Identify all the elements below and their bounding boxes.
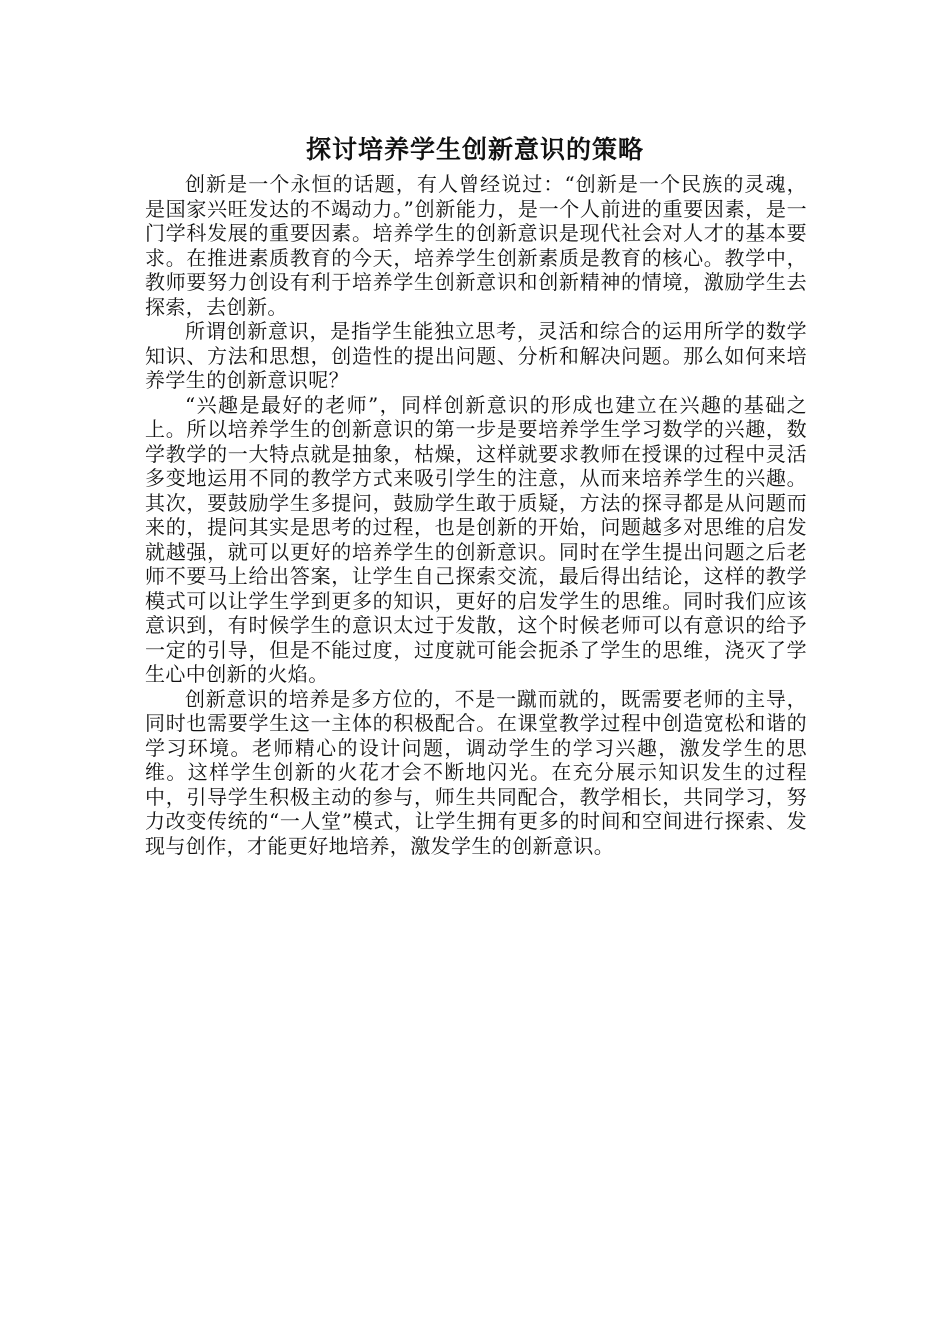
paragraph-3: “兴趣是最好的老师”，同样创新意识的形成也建立在兴趣的基础之上。所以培养学生的创新意识的第一步是要培养学生学习数学的兴趣，数学教学的一大特点就是抽象，枯燥，这样就要求教师在授课的过程中灵活多变地运用不同的教学方式来吸引学生的注意，从而来培养学生的兴趣。其次，要鼓励学生多提问，鼓励学生敢于质疑，方法的探寻都是从问题而来的，提问其实是思考的过程，也是创新的开始，问题越多对思维的启发就越强，就可以更好的培养学生的创新意识。同时在学生提出问题之后老师不要马上给出答案，让学生自己探索交流，最后得出结论，这样的教学模式可以让学生学到更多的知识，更好的启发学生的思维。同时我们应该意识到，有时候学生的意识太过于发散，这个时候老师可以有意识的给予一定的引导，但是不能过度，过度就可能会扼杀了学生的思维，浇灭了学生心中创新的火焰。 <box>145 392 807 686</box>
document-body <box>145 172 807 858</box>
document-title: 探讨培养学生创新意识的策略 <box>305 135 644 164</box>
paragraph-2: 所谓创新意识，是指学生能独立思考，灵活和综合的运用所学的数学知识、方法和思想，创造性的提出问题、分析和解决问题。那么如何来培养学生的创新意识呢？ <box>145 319 807 392</box>
paragraph-1: 创新是一个永恒的话题，有人曾经说过：“创新是一个民族的灵魂，是国家兴旺发达的不竭动力。”创新能力，是一个人前进的重要因素，是一门学科发展的重要因素。培养学生的创新意识是现代社会对人才的基本要求。在推进素质教育的今天，培养学生创新素质是教育的核心。教学中，教师要努力创设有利于培养学生创新意识和创新精神的情境，激励学生去探索，去创新。 <box>145 172 807 319</box>
paragraph-4: 创新意识的培养是多方位的，不是一蹴而就的，既需要老师的主导，同时也需要学生这一主体的积极配合。在课堂教学过程中创造宽松和谐的学习环境。老师精心的设计问题，调动学生的学习兴趣，激发学生的思维。这样学生创新的火花才会不断地闪光。在充分展示知识发生的过程中，引导学生积极主动的参与，师生共同配合，教学相长，共同学习，努力改变传统的“一人堂”模式，让学生拥有更多的时间和空间进行探索、发现与创作，才能更好地培养，激发学生的创新意识。 <box>145 686 807 858</box>
